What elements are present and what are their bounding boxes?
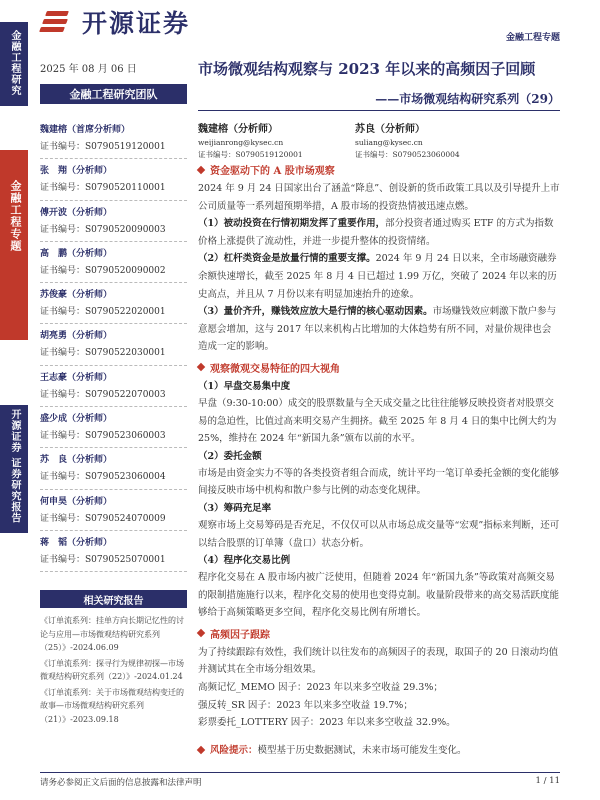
diamond-icon (197, 363, 205, 371)
member-name: 胡亮勇（分析师） (40, 331, 113, 342)
member-cert: 证书编号：S0790522070003 (40, 389, 166, 400)
member-name: 何申昊（分析师） (40, 496, 113, 507)
subheading: （2）委托金额 (198, 450, 262, 462)
stripe-bot (0, 405, 28, 533)
paragraph: 程序化交易在 A 股市场内被广泛使用，但随着 2024 年“新国九条”等政策对高频交易的限制措施施行以来，程序化交易的使用也变得克制。收量阶段带来的高交易活跃度能够给于高频策略更多空间，程序化交易比例有所增长。 (198, 572, 560, 619)
team-member (40, 366, 187, 407)
reports-list (40, 614, 187, 728)
paragraph: 2024 年 9 月 24 日国家出台了涵盖“降息”、创设新的货币政策工具以及引导提升上市公司质量等一系列超预期举措，A 股市场的投资热情被迅速点燃。 (198, 183, 560, 212)
reports-heading: 相关研究报告 (40, 590, 187, 608)
member-name: 苏 良（分析师） (40, 455, 113, 466)
page-title: 市场微观结构观察与 2023 年以来的高频因子回顾 (198, 60, 536, 78)
team-heading: 金融工程研究团队 (40, 84, 187, 104)
team-member (40, 201, 187, 242)
member-cert: 证书编号：S0790519120001 (40, 142, 166, 152)
member-name: 盛少成（分析师） (40, 414, 113, 425)
factor-line: 彩票委托_LOTTERY 因子：2023 年以来多空收益 32.9%。 (198, 717, 456, 729)
stripe-top-text: 金融工程研究 (9, 30, 20, 96)
footer-disclaimer: 请务必参阅正文后面的信息披露和法律声明 (40, 778, 202, 788)
stripe-top (0, 22, 28, 106)
footer-divider (40, 772, 560, 773)
left-stripe (0, 0, 28, 800)
member-name: 王志豪（分析师） (40, 372, 113, 383)
page-subtitle: ——市场微观结构研究系列（29） (375, 92, 560, 106)
analyst-cert: 证书编号：S0790519120001 (198, 150, 303, 159)
member-cert: 证书编号：S0790525070001 (40, 554, 166, 565)
paragraph: （2）杠杆类资金是放量行情的重要支撑。2024 年 9 月 24 日以来，全市场融资融券余额快速增长，截至 2025 年 8 月 4 日已超过 1.99 万亿，突破了 2024 年以来的历史高点，并且从 7 月份以来有明显加速抬升的迹象。 (198, 253, 557, 300)
analyst-email[interactable]: weijianrong@kysec.cn (198, 138, 284, 147)
logo-mark-icon (40, 9, 74, 35)
member-cert: 证书编号：S0790523060004 (40, 472, 166, 483)
member-name: 魏建榕（首席分析师） (40, 125, 131, 135)
diamond-icon (197, 165, 205, 173)
member-cert: 证书编号：S0790520110001 (40, 183, 166, 194)
team-member (40, 407, 187, 448)
analyst-name: 魏建榕（分析师） (198, 124, 278, 135)
page-number: 1 / 11 (535, 776, 560, 786)
member-name: 傅开波（分析师） (40, 207, 113, 218)
stripe-bot-text: 开源证券 证券研究报告 (9, 409, 20, 524)
member-name: 蒋 韬（分析师） (40, 537, 113, 548)
paragraph: （3）量价齐升，赚钱效应放大是行情的核心驱动因素。市场赚钱效应刺激下散户参与意愿会增加，这与 2017 年以来机构占比增加的大体趋势有所不同，对量价规律也会造成一定的影响。 (198, 306, 557, 353)
section-heading: 观察微观交易特征的四大视角 (198, 360, 560, 375)
paragraph: （1）被动投资在行情初期发挥了重要作用，部分投资者通过购买 ETF 的方式为指数价格上涨提供了流动性，并进一步提升整体的投资情绪。 (198, 218, 554, 247)
member-cert: 证书编号：S0790520090003 (40, 224, 166, 235)
report-link[interactable]: 《订单流系列：挂单方向长期记忆性的讨论与应用—市场微观结构研究系列（25）》-2024.06.09 (40, 616, 184, 652)
paragraph: 为了持续跟踪有效性，我们统计以往发布的高频因子的表现，取国子的 20 日滚动均值并测试其在全市场分组效果。 (198, 646, 559, 676)
team-member (40, 283, 187, 324)
paragraph: 市场是由资金实力不等的各类投资者组合而成，统计平均一笔订单委托金额的变化能够间接反映市场中机构和散户参与比例的动态变化规律。 (198, 467, 560, 497)
subheading: （4）程序化交易比例 (198, 555, 291, 567)
factor-line: 高频记忆_MEMO 因子：2023 年以来多空收益 29.3%； (198, 682, 443, 694)
diamond-icon (197, 746, 205, 754)
team-member (40, 490, 187, 531)
brand-logo (40, 4, 190, 40)
stripe-mid-text: 金融工程专题 (9, 180, 22, 252)
paragraph: 观察市场上交易筹码是否充足，不仅仅可以从市场总成交量等“宏观”指标来判断，还可以结合股票的订单簿（盘口）状态分析。 (198, 519, 560, 549)
team-member (40, 159, 187, 200)
title-divider (198, 110, 560, 111)
team-list (40, 118, 187, 572)
factor-line: 强反转_SR 因子：2023 年以来多空收益 19.7%； (198, 699, 413, 711)
subheading: （1）早盘交易集中度 (198, 380, 291, 392)
logo-text: 开源证券 (82, 9, 191, 38)
report-body (198, 162, 560, 759)
diamond-icon (197, 629, 205, 637)
report-link[interactable]: 《订单流系列：关于市场微观结构变迁的故事—市场微观结构研究系列（21）》-2023.09.18 (40, 687, 184, 724)
member-name: 高 鹏（分析师） (40, 248, 113, 259)
section-heading: 高频因子跟踪 (198, 626, 560, 641)
member-cert: 证书编号：S0790522020001 (40, 307, 166, 318)
paragraph: 早盘（9:30-10:00）成交的股票数量与全天成交量之比往往能够反映投资者对股票交易的急迫性，比值过高来明交易产生拥挤。截至 2025 年 8 月 4 日的集中比例大约为 25%，维持在 2024 年“新国九条”颁布以前的水平。 (198, 397, 557, 445)
stripe-mid (0, 150, 28, 340)
member-name: 苏俊豪（分析师） (40, 290, 113, 301)
member-cert: 证书编号：S0790524070009 (40, 513, 166, 524)
team-member (40, 118, 187, 159)
member-cert: 证书编号：S0790523060003 (40, 431, 166, 442)
analyst-card (355, 120, 460, 161)
team-member (40, 324, 187, 365)
report-date: 2025 年 08 月 06 日 (40, 64, 137, 75)
section-heading: 资金驱动下的 A 股市场观察 (198, 162, 560, 177)
header-tag: 金融工程专题 (505, 33, 560, 43)
team-member (40, 448, 187, 489)
member-name: 张 翔（分析师） (40, 166, 113, 177)
report-link[interactable]: 《订单流系列：探寻行为规律初探—市场微观结构研究系列（22）》-2024.01.24 (40, 658, 184, 681)
subheading: （3）筹码充足率 (198, 502, 272, 514)
team-member (40, 531, 187, 572)
analyst-cert: 证书编号：S0790523060004 (355, 150, 460, 159)
analyst-card (198, 120, 303, 161)
analyst-name: 苏良（分析师） (355, 124, 425, 135)
analyst-email[interactable]: suliang@kysec.cn (355, 138, 423, 147)
member-cert: 证书编号：S0790520090002 (40, 265, 166, 276)
risk-note: 风险提示：模型基于历史数据测试，未来市场可能发生变化。 (198, 742, 560, 760)
member-cert: 证书编号：S0790522030001 (40, 348, 166, 359)
team-member (40, 242, 187, 283)
